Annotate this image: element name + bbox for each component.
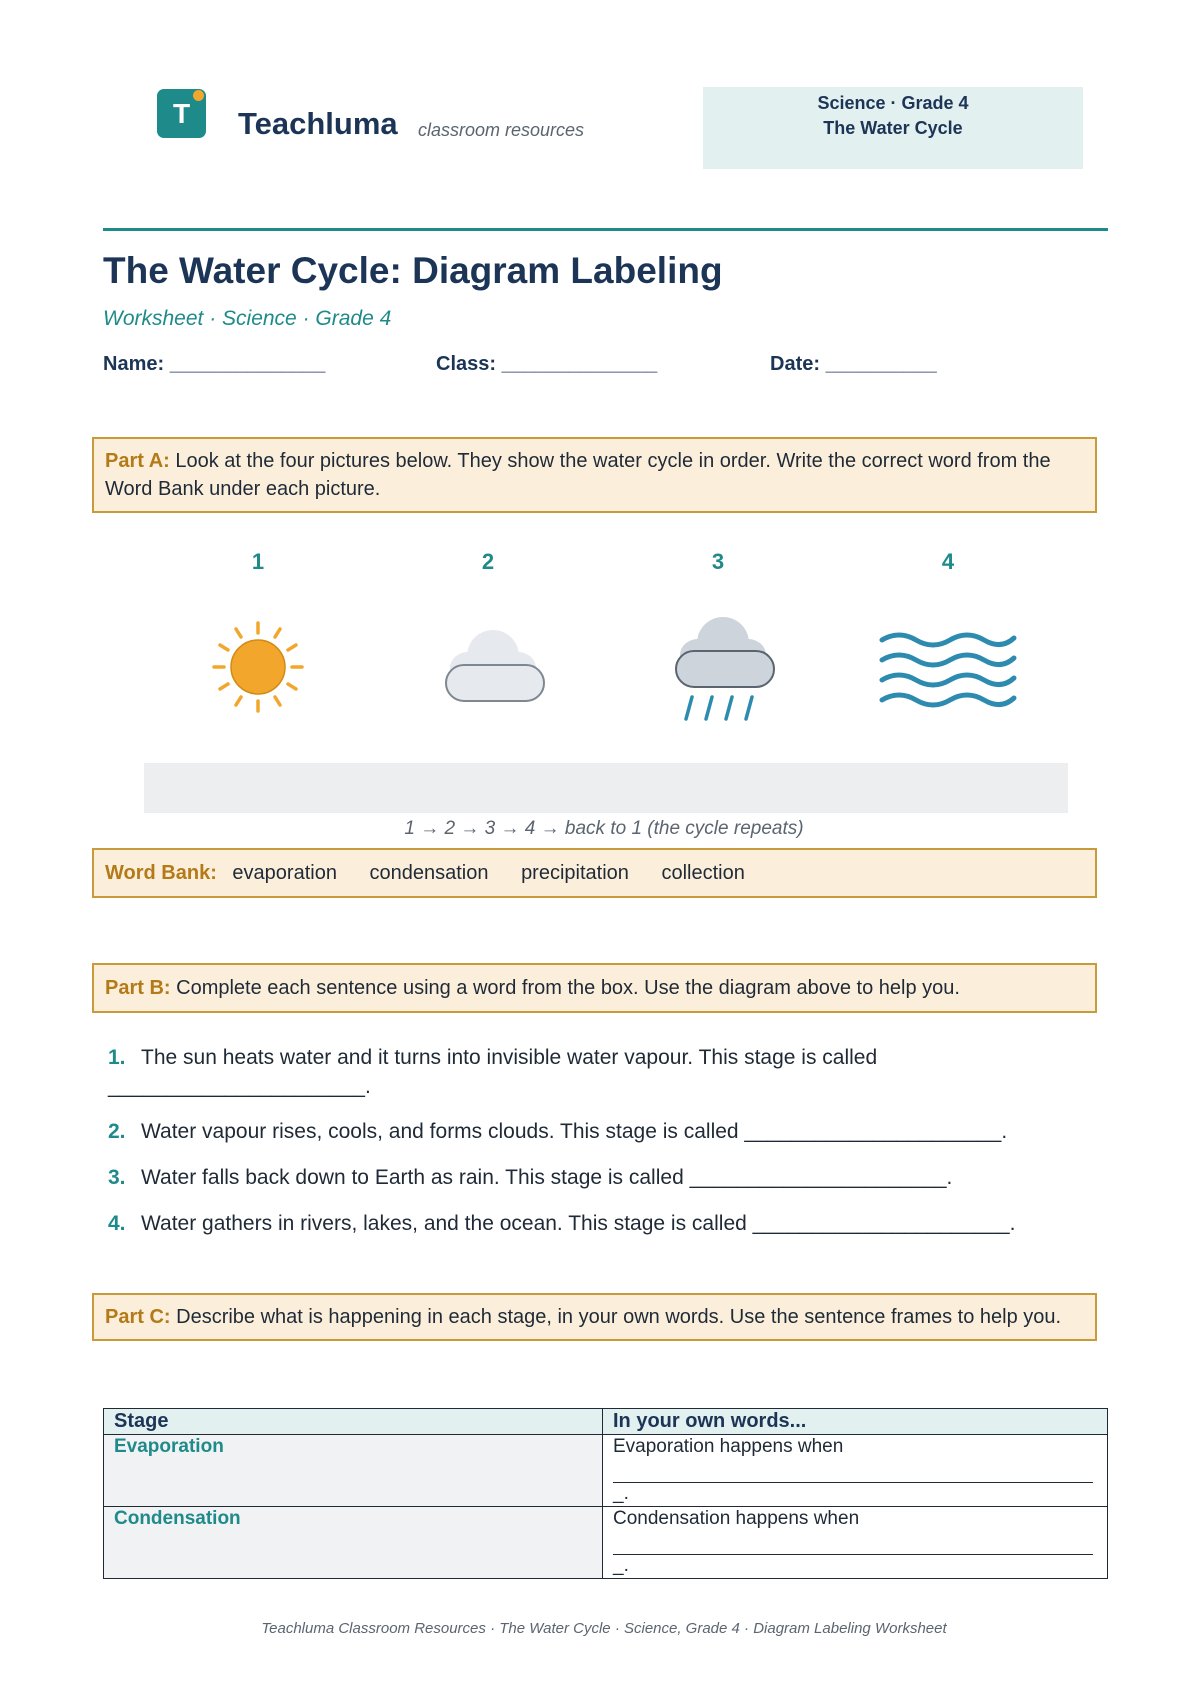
topic-name: The Water Cycle — [823, 118, 963, 138]
stage-number-1: 1 — [251, 549, 265, 574]
stage-name: Evaporation — [104, 1435, 603, 1507]
question-item[interactable] — [108, 1117, 1098, 1146]
rain-cloud-icon — [668, 613, 778, 728]
sentence-frame: Condensation happens when — [613, 1508, 860, 1529]
table-header-row — [104, 1409, 1108, 1435]
header-divider — [103, 228, 1108, 231]
waves-icon — [878, 628, 1018, 712]
word-bank — [92, 848, 1097, 898]
word-bank-label: Word Bank: — [105, 862, 217, 884]
subject-grade: Science · Grade 4 — [817, 93, 969, 113]
class-field[interactable]: Class: ______________ — [436, 353, 658, 375]
page-footer: Teachluma Classroom Resources · The Water Cycle · Science, Grade 4 · Diagram Labeling Worksheet — [261, 1620, 947, 1637]
word-bank-word: collection — [661, 862, 745, 884]
sentence-frame: Evaporation happens when — [613, 1436, 844, 1457]
answer-line-tail: _. — [613, 1555, 629, 1576]
question-item[interactable] — [108, 1043, 1098, 1101]
table-row — [104, 1435, 1108, 1507]
answer-line-tail: _. — [613, 1483, 629, 1504]
stages-table — [103, 1408, 1108, 1579]
word-bank-word: evaporation — [232, 862, 337, 884]
question-text: Water gathers in rivers, lakes, and the ocean. This stage is called ______________________. — [141, 1212, 1016, 1235]
part-a-label: Part A: — [105, 450, 170, 472]
part-c-label: Part C: — [105, 1306, 171, 1328]
answer-line[interactable] — [613, 1530, 1093, 1555]
question-item[interactable] — [108, 1209, 1098, 1238]
cycle-flow-caption: 1 → 2 → 3 → 4 → back to 1 (the cycle repeats) — [404, 818, 804, 839]
diagram-answer-strip[interactable] — [144, 763, 1068, 813]
question-number: 1. — [108, 1046, 126, 1069]
page-title: The Water Cycle: Diagram Labeling — [103, 250, 723, 291]
question-number: 2. — [108, 1120, 126, 1143]
name-field[interactable]: Name: ______________ — [103, 353, 326, 375]
question-number: 4. — [108, 1212, 126, 1235]
sun-icon — [208, 617, 308, 717]
stage-column-header: Stage — [104, 1409, 603, 1435]
brand-tagline: classroom resources — [418, 120, 585, 140]
part-b-label: Part B: — [105, 977, 171, 999]
part-b-instructions — [92, 963, 1097, 1013]
date-field[interactable]: Date: __________ — [770, 353, 937, 375]
cloud-icon — [438, 623, 548, 708]
answer-line[interactable] — [613, 1458, 1093, 1483]
question-text: The sun heats water and it turns into invisible water vapour. This stage is called ______________________. — [108, 1046, 878, 1098]
stage-name: Condensation — [104, 1507, 603, 1579]
answer-cell[interactable] — [603, 1507, 1108, 1579]
brand-name: Teachluma — [238, 106, 398, 141]
part-c-instructions — [92, 1293, 1097, 1341]
words-column-header: In your own words... — [603, 1409, 1108, 1435]
stage-number-4: 4 — [941, 549, 955, 574]
question-text: Water falls back down to Earth as rain. This stage is called ______________________. — [141, 1166, 953, 1189]
part-c-text: Describe what is happening in each stage, in your own words. Use the sentence frames to help you. — [170, 1306, 1062, 1328]
question-text: Water vapour rises, cools, and forms clouds. This stage is called ______________________. — [141, 1120, 1008, 1143]
word-bank-word: condensation — [369, 862, 489, 884]
part-b-text: Complete each sentence using a word from the box. Use the diagram above to help you. — [170, 977, 960, 999]
word-bank-word: precipitation — [521, 862, 629, 884]
question-item[interactable] — [108, 1163, 1098, 1192]
page-subtitle: Worksheet · Science · Grade 4 — [103, 307, 392, 330]
answer-cell[interactable] — [603, 1435, 1108, 1507]
question-number: 3. — [108, 1166, 126, 1189]
part-a-text: Look at the four pictures below. They show the water cycle in order. Write the correct word from the Word Bank under each picture. — [105, 450, 1051, 500]
subject-badge — [703, 87, 1083, 169]
logo-dot — [193, 90, 204, 101]
stage-number-2: 2 — [481, 549, 495, 574]
logo-letter: T — [172, 97, 191, 129]
table-row — [104, 1507, 1108, 1579]
part-a-instructions — [92, 437, 1097, 513]
stage-number-3: 3 — [711, 549, 725, 574]
